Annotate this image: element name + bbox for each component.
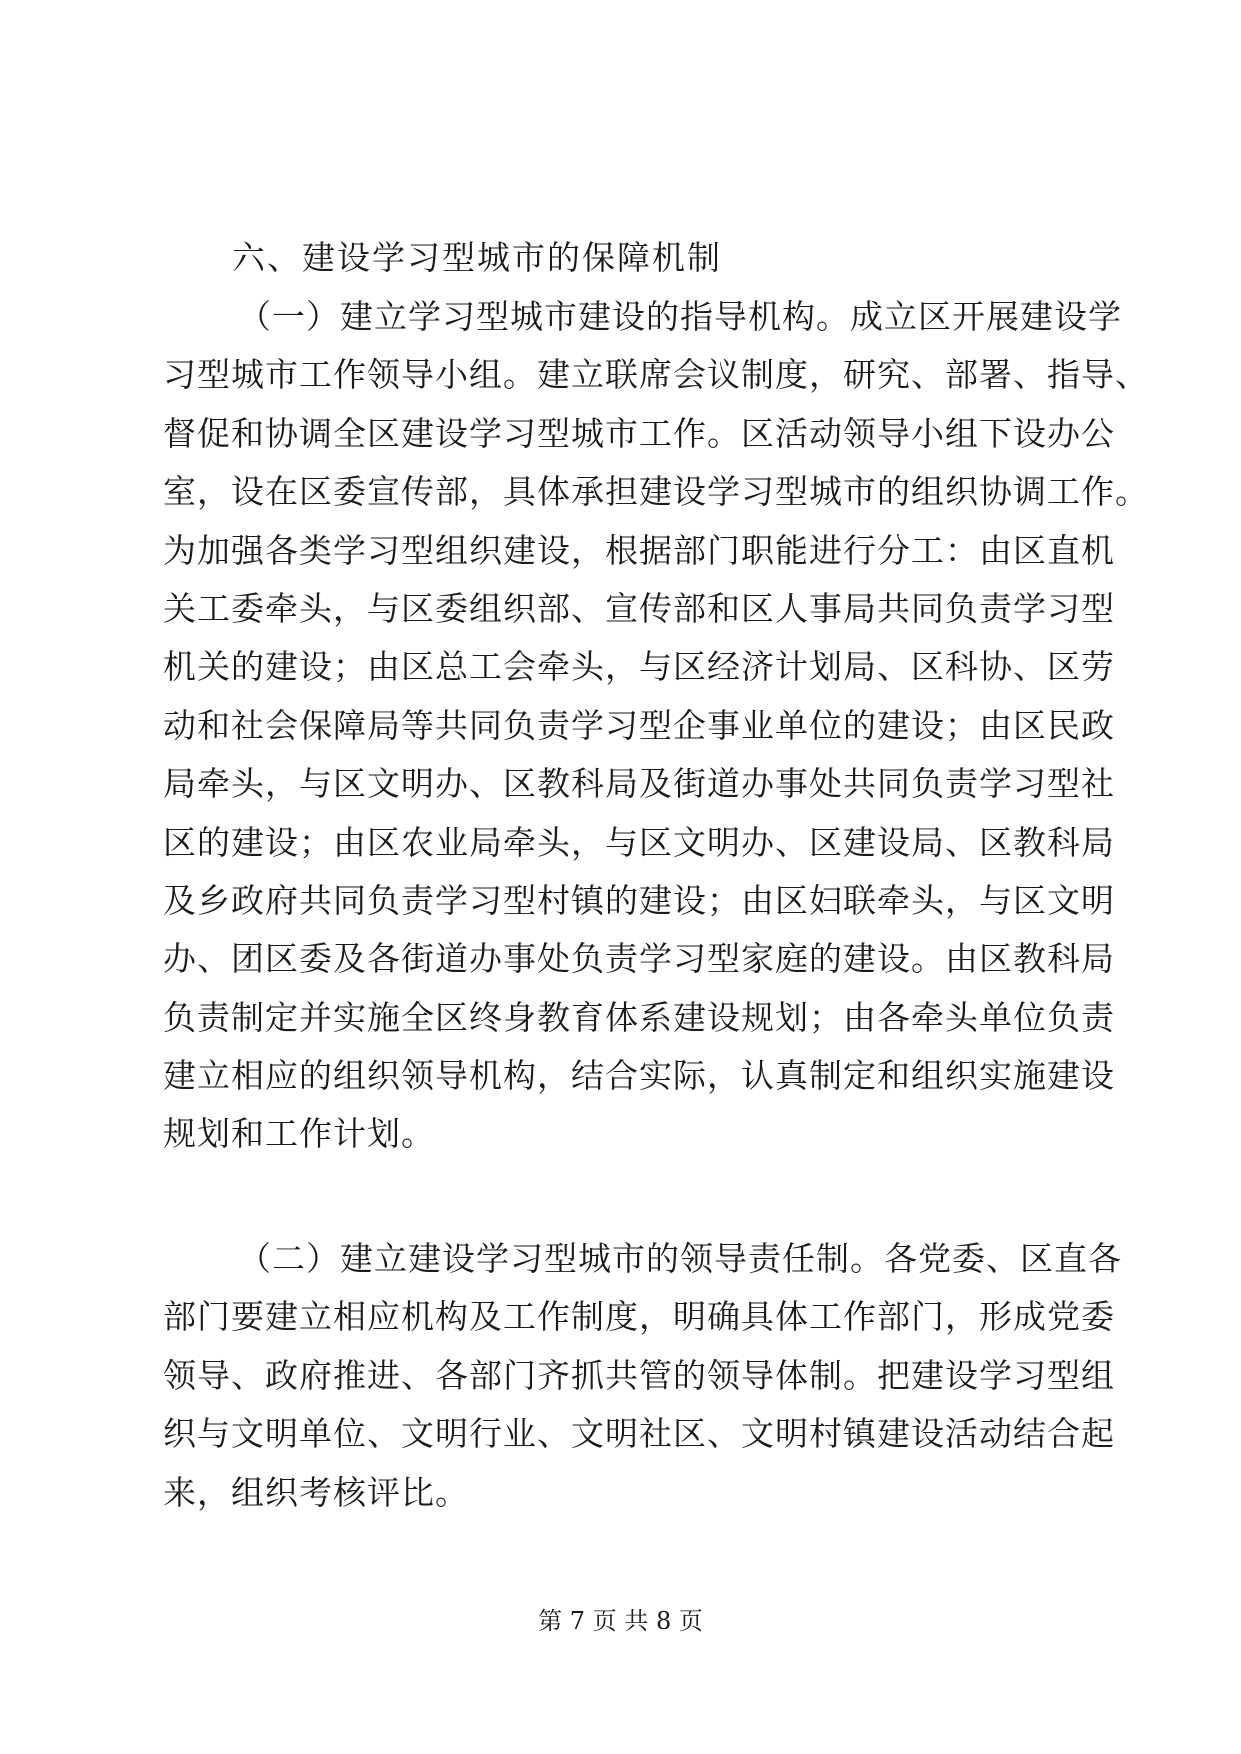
- paragraph-responsibility-body: [163, 1230, 1122, 1522]
- paragraph-line: 区的建设；由区农业局牵头，与区文明办、区建设局、区教科局: [163, 822, 1115, 862]
- page-number-footer: 第 7 页 共 8 页: [538, 1607, 703, 1635]
- section-heading: 六、建设学习型城市的保障机制: [232, 238, 722, 277]
- paragraph-line: 督促和协调全区建设学习型城市工作。区活动领导小组下设办公: [163, 413, 1115, 453]
- paragraph-line: 建立相应的组织领导机构，结合实际，认真制定和组织实施建设: [163, 1056, 1115, 1096]
- paragraph-line: 部门要建立相应机构及工作制度，明确具体工作部门，形成党委: [163, 1297, 1115, 1337]
- paragraph-line: 机关的建设；由区总工会牵头，与区经济计划局、区科协、区劳: [163, 647, 1115, 687]
- paragraph-line: 动和社会保障局等共同负责学习型企事业单位的建设；由区民政: [163, 705, 1115, 745]
- paragraph-line: 领导、政府推进、各部门齐抓共管的领导体制。把建设学习型组: [163, 1355, 1115, 1395]
- paragraph-line: 为加强各类学习型组织建设，根据部门职能进行分工：由区直机: [163, 530, 1115, 570]
- paragraph-line: 织与文明单位、文明行业、文明社区、文明村镇建设活动结合起: [163, 1414, 1115, 1454]
- paragraph-line: 室，设在区委宣传部，具体承担建设学习型城市的组织协调工作。: [163, 472, 1149, 512]
- paragraph-line: 办、团区委及各街道办事处负责学习型家庭的建设。由区教科局: [163, 939, 1115, 979]
- paragraph-line: 及乡政府共同负责学习型村镇的建设；由区妇联牵头，与区文明: [163, 880, 1115, 920]
- paragraph-line: 局牵头，与区文明办、区教科局及街道办事处共同负责学习型社: [163, 764, 1115, 804]
- paragraph-line: 来，组织考核评比。: [163, 1472, 469, 1512]
- paragraph-line: 关工委牵头，与区委组织部、宣传部和区人事局共同负责学习型: [163, 588, 1115, 628]
- paragraph-line: （一）建立学习型城市建设的指导机构。成立区开展建设学: [238, 297, 1122, 336]
- paragraph-line: 负责制定并实施全区终身教育体系建设规划；由各牵头单位负责: [163, 997, 1115, 1037]
- paragraph-guidance-body: [163, 288, 1149, 1164]
- paragraph-line: 规划和工作计划。: [163, 1114, 435, 1154]
- paragraph-line: （二）建立建设学习型城市的领导责任制。各党委、区直各: [238, 1239, 1122, 1278]
- paragraph-line: 习型城市工作领导小组。建立联席会议制度，研究、部署、指导、: [163, 355, 1149, 395]
